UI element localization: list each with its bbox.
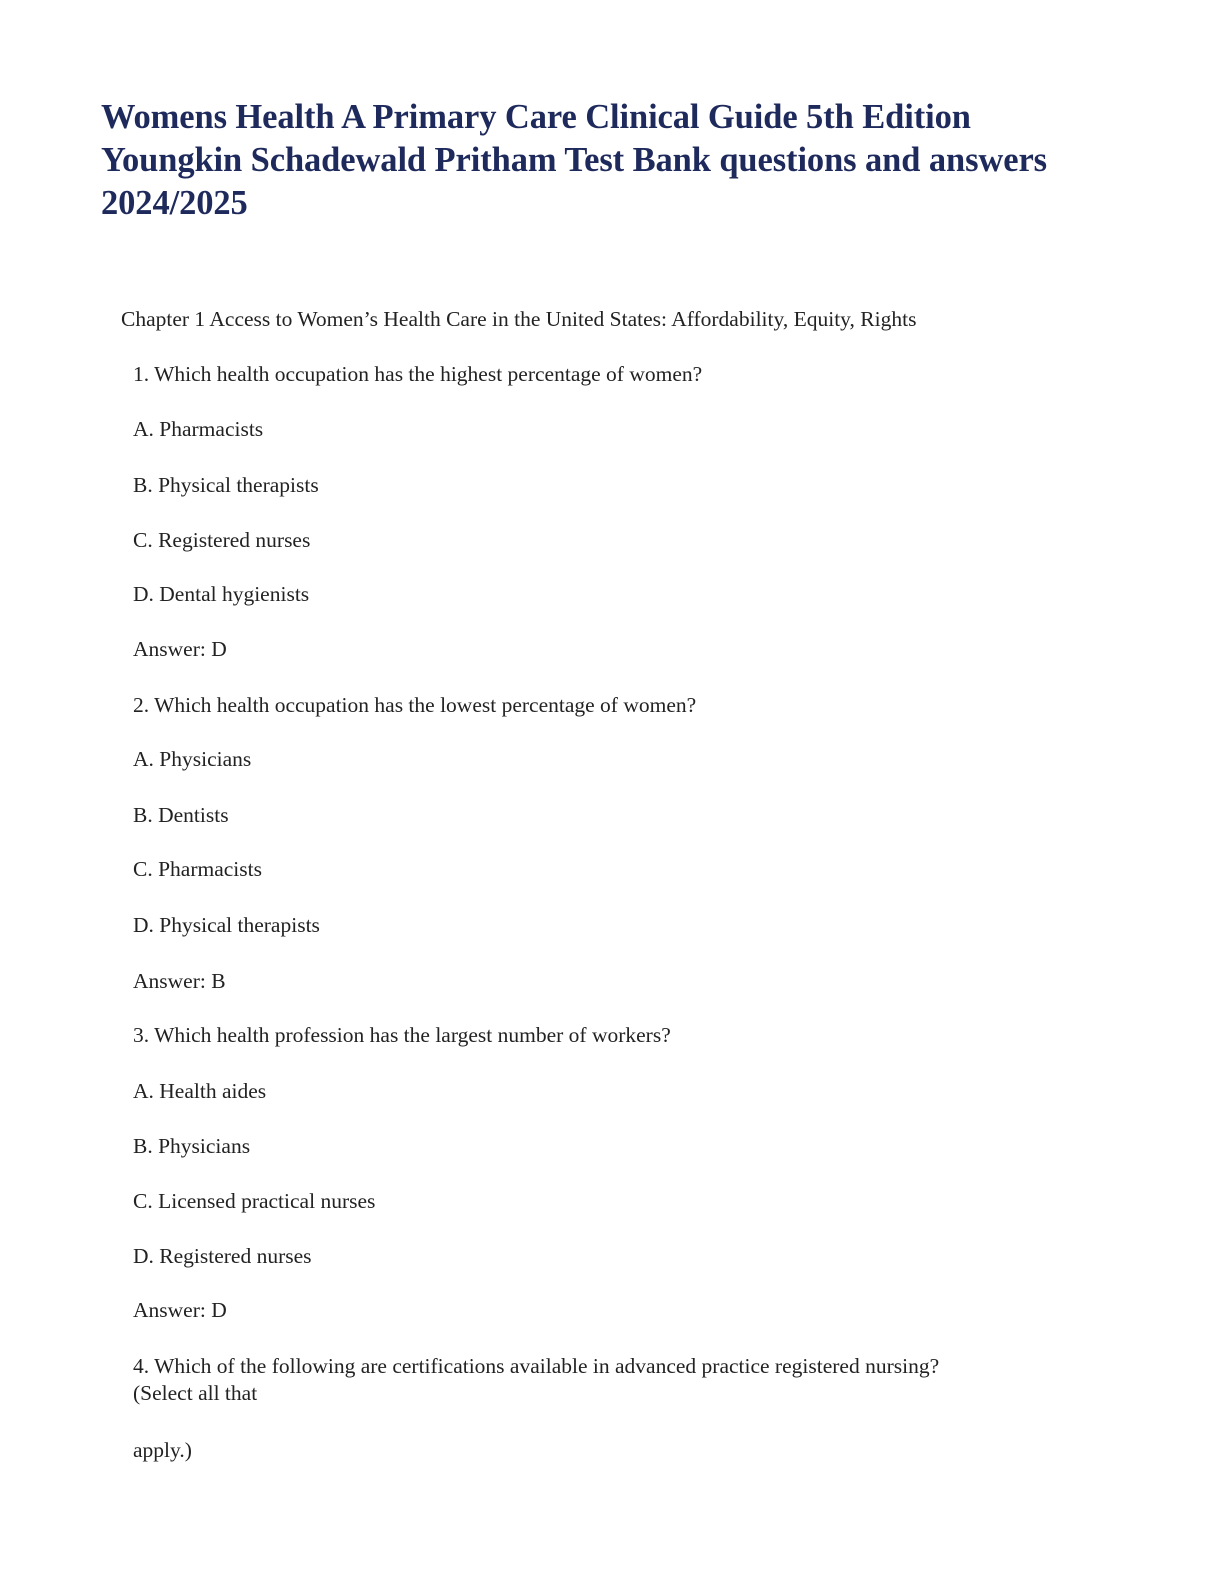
question-2: 2. Which health occupation has the lowest percentage of women? [133, 693, 697, 717]
question-3-answer: Answer: D [133, 1298, 227, 1322]
question-3-option-b: B. Physicians [133, 1134, 251, 1158]
question-1: 1. Which health occupation has the highest percentage of women? [133, 362, 703, 386]
question-1-option-a: A. Pharmacists [133, 417, 264, 441]
question-2-option-b: B. Dentists [133, 803, 229, 827]
question-4-line-3: apply.) [133, 1438, 192, 1462]
chapter-heading: Chapter 1 Access to Women’s Health Care in the United States: Affordability, Equity, Rights [121, 307, 917, 331]
question-2-answer: Answer: B [133, 969, 226, 993]
question-3: 3. Which health profession has the largest number of workers? [133, 1023, 671, 1047]
question-1-option-b: B. Physical therapists [133, 473, 319, 497]
question-4-line-2: (Select all that [133, 1381, 258, 1405]
question-1-option-d: D. Dental hygienists [133, 582, 310, 606]
question-3-option-c: C. Licensed practical nurses [133, 1189, 376, 1213]
question-3-option-a: A. Health aides [133, 1079, 267, 1103]
question-2-option-a: A. Physicians [133, 747, 252, 771]
document-title: Womens Health A Primary Care Clinical Guide 5th Edition Youngkin Schadewald Pritham Test Bank questions and answers 2024/2025 [101, 98, 1048, 222]
question-2-option-c: C. Pharmacists [133, 857, 262, 881]
question-1-option-c: C. Registered nurses [133, 528, 311, 552]
question-2-option-d: D. Physical therapists [133, 913, 320, 937]
question-1-answer: Answer: D [133, 637, 227, 661]
question-3-option-d: D. Registered nurses [133, 1244, 312, 1268]
question-4-line-1: 4. Which of the following are certifications available in advanced practice registered nursing? [133, 1354, 940, 1378]
